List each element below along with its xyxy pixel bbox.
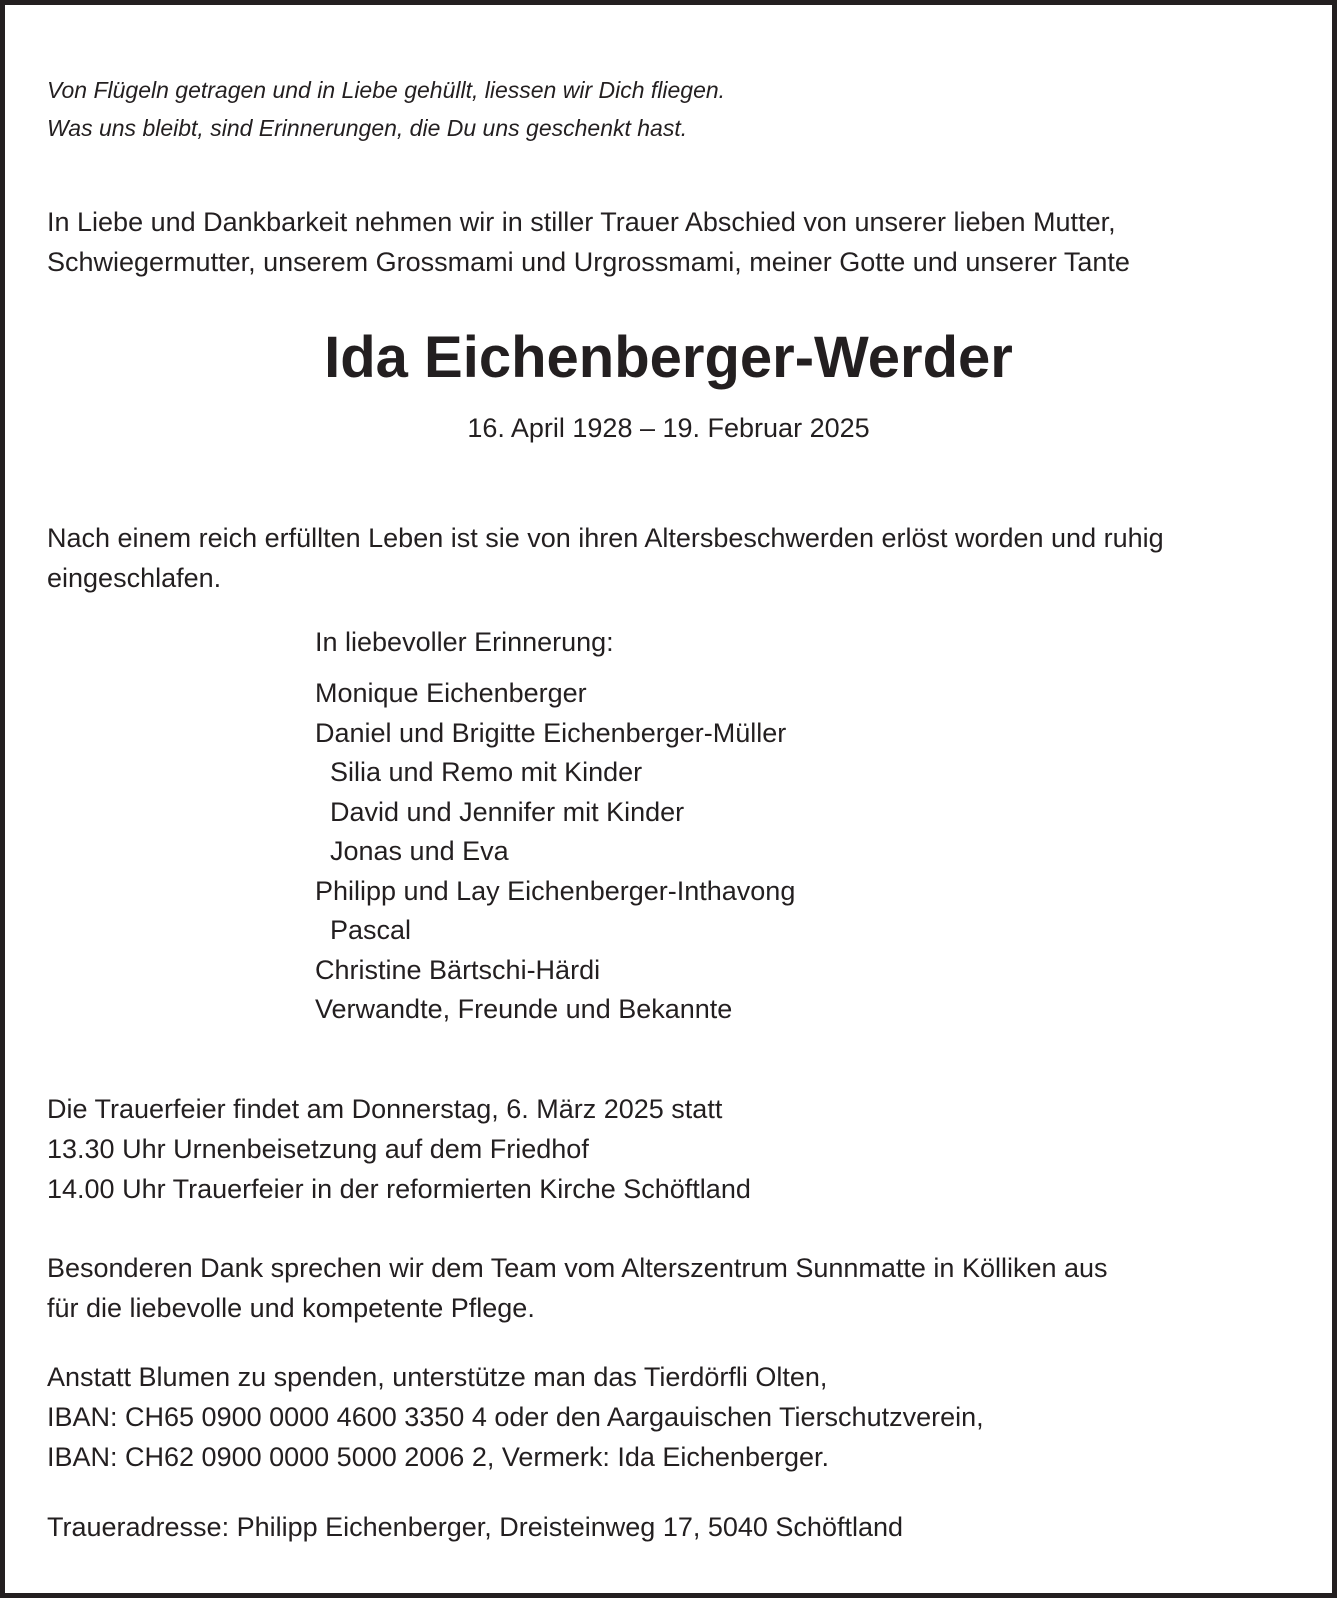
mourner-name: Christine Bärtschi-Härdi [315, 954, 601, 985]
mourner-name: Daniel und Brigitte Eichenberger-Müller [315, 717, 787, 748]
passing-paragraph [47, 518, 1164, 598]
motto-verse [47, 71, 725, 147]
life-dates: 16. April 1928 – 19. Februar 2025 [467, 413, 870, 443]
mourner-name: Silia und Remo mit Kinder [330, 757, 643, 787]
service-line: 14.00 Uhr Trauerfeier in der reformierten Kirche Schöftland [47, 1174, 751, 1204]
mourner-name: Monique Eichenberger [315, 678, 587, 708]
thanks-line: Besonderen Dank sprechen wir dem Team vom Alterszentrum Sunnmatte in Kölliken aus [47, 1253, 1108, 1283]
service-line: 13.30 Uhr Urnenbeisetzung auf dem Friedhof [47, 1134, 589, 1164]
mourners-list [315, 673, 795, 1029]
funeral-service-info [47, 1089, 751, 1209]
passing-line: Nach einem reich erfüllten Leben ist sie von ihren Altersbeschwerden erlöst worden und ruhig [47, 523, 1164, 553]
mourner-name: Pascal [330, 915, 412, 945]
intro-line: Schwiegermutter, unserem Grossmami und Urgrossmami, meiner Gotte und unserer Tante [47, 247, 1130, 277]
passing-line: eingeschlafen. [47, 563, 222, 593]
mourner-name: Jonas und Eva [330, 836, 509, 866]
deceased-name: Ida Eichenberger-Werder [324, 325, 1013, 390]
mourning-address: Traueradresse: Philipp Eichenberger, Dreisteinweg 17, 5040 Schöftland [47, 1512, 904, 1542]
service-line: Die Trauerfeier findet am Donnerstag, 6. März 2025 statt [47, 1094, 723, 1124]
thanks-paragraph [47, 1248, 1108, 1328]
donation-line: IBAN: CH65 0900 0000 4600 3350 4 oder den Aargauischen Tierschutzverein, [47, 1402, 984, 1432]
mourner-name: David und Jennifer mit Kinder [330, 796, 685, 827]
intro-paragraph [47, 202, 1130, 282]
memory-heading: In liebevoller Erinnerung: [315, 627, 614, 657]
donation-line: IBAN: CH62 0900 0000 5000 2006 2, Vermerk: Ida Eichenberger. [47, 1442, 830, 1472]
donation-line: Anstatt Blumen zu spenden, unterstütze man das Tierdörfli Olten, [47, 1362, 828, 1392]
motto-line: Was uns bleibt, sind Erinnerungen, die Du uns geschenkt hast. [47, 115, 688, 141]
mourner-name: Philipp und Lay Eichenberger-Inthavong [315, 875, 796, 906]
mourner-name: Verwandte, Freunde und Bekannte [315, 994, 733, 1024]
intro-line: In Liebe und Dankbarkeit nehmen wir in stiller Trauer Abschied von unserer lieben Mutter, [47, 207, 1116, 237]
donation-paragraph [47, 1357, 984, 1477]
thanks-line: für die liebevolle und kompetente Pflege. [47, 1293, 535, 1323]
motto-line: Von Flügeln getragen und in Liebe gehüllt, liessen wir Dich fliegen. [47, 77, 726, 103]
